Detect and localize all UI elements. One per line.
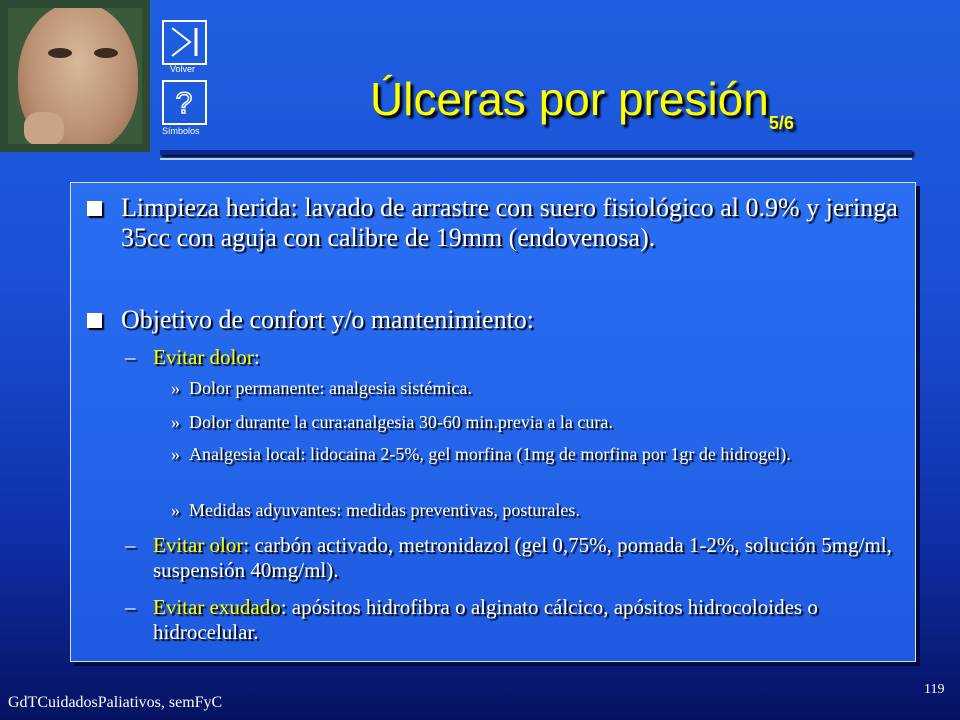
detail-item (171, 443, 909, 465)
guillemet-bullet: » (171, 378, 180, 398)
dash-bullet: – (125, 595, 136, 619)
bullet-text: Limpieza herida: lavado de arrastre con suero fisiológico al 0.9% y jeringa 35cc con aguja con calibre de 19mm (endovenosa). (121, 193, 898, 252)
dash-bullet: – (125, 533, 136, 557)
sub-item-colon: : (253, 345, 260, 369)
content-panel (70, 182, 916, 662)
guillemet-bullet: » (171, 412, 180, 432)
title-divider (160, 150, 912, 155)
bullet-item-comfort (121, 305, 911, 335)
detail-item (171, 411, 909, 433)
sub-item-pain (125, 345, 913, 370)
left-eye (48, 48, 72, 58)
sub-item-odor (125, 533, 913, 583)
guillemet-bullet: » (171, 444, 180, 464)
question-icon (164, 82, 205, 123)
sub-item-label: Evitar dolor (153, 345, 254, 369)
detail-text: Analgesia local: lidocaina 2-5%, gel morfina (1mg de morfina por 1gr de hidrogel). (189, 444, 791, 464)
back-button[interactable] (162, 20, 207, 65)
title-main: Úlceras por presión (370, 73, 769, 125)
page-title (370, 72, 794, 134)
sub-item-text: : apósitos hidrofibra o alginato cálcico, apósitos hidrocoloides o hidrocelular. (153, 595, 818, 644)
sub-item-label: Evitar exudado (153, 595, 281, 619)
detail-text: Dolor permanente: analgesia sistémica. (189, 378, 472, 398)
svg-text:?: ? (175, 87, 193, 120)
footer-source: GdTCuidadosPaliativos, semFyC (8, 694, 223, 711)
bullet-item-cleaning (121, 193, 911, 253)
sub-item-label: Evitar olor (153, 533, 244, 557)
back-icon (164, 22, 205, 63)
square-bullet-icon (87, 201, 102, 216)
detail-item (171, 377, 909, 399)
guillemet-bullet: » (171, 500, 180, 520)
hand-illustration (24, 112, 64, 146)
right-eye (94, 48, 118, 58)
portrait-image (0, 0, 150, 152)
dash-bullet: – (125, 345, 136, 369)
title-divider-highlight (160, 158, 912, 160)
title-subscript: 5/6 (768, 113, 794, 133)
sub-item-exudate (125, 595, 913, 645)
detail-item (171, 499, 909, 521)
symbols-button[interactable] (162, 80, 207, 125)
bullet-text: Objetivo de confort y/o mantenimiento: (121, 305, 535, 334)
page-number: 119 (924, 682, 945, 697)
back-label: Volver (170, 64, 196, 74)
square-bullet-icon (87, 313, 102, 328)
symbols-label: Símbolos (162, 126, 200, 136)
sub-item-text: : carbón activado, metronidazol (gel 0,75%, pomada 1-2%, solución 5mg/ml, suspensión 40mg/ml). (153, 533, 892, 582)
detail-text: Dolor durante la cura:analgesia 30-60 min.previa a la cura. (189, 412, 613, 432)
detail-text: Medidas adyuvantes: medidas preventivas, posturales. (189, 500, 580, 520)
